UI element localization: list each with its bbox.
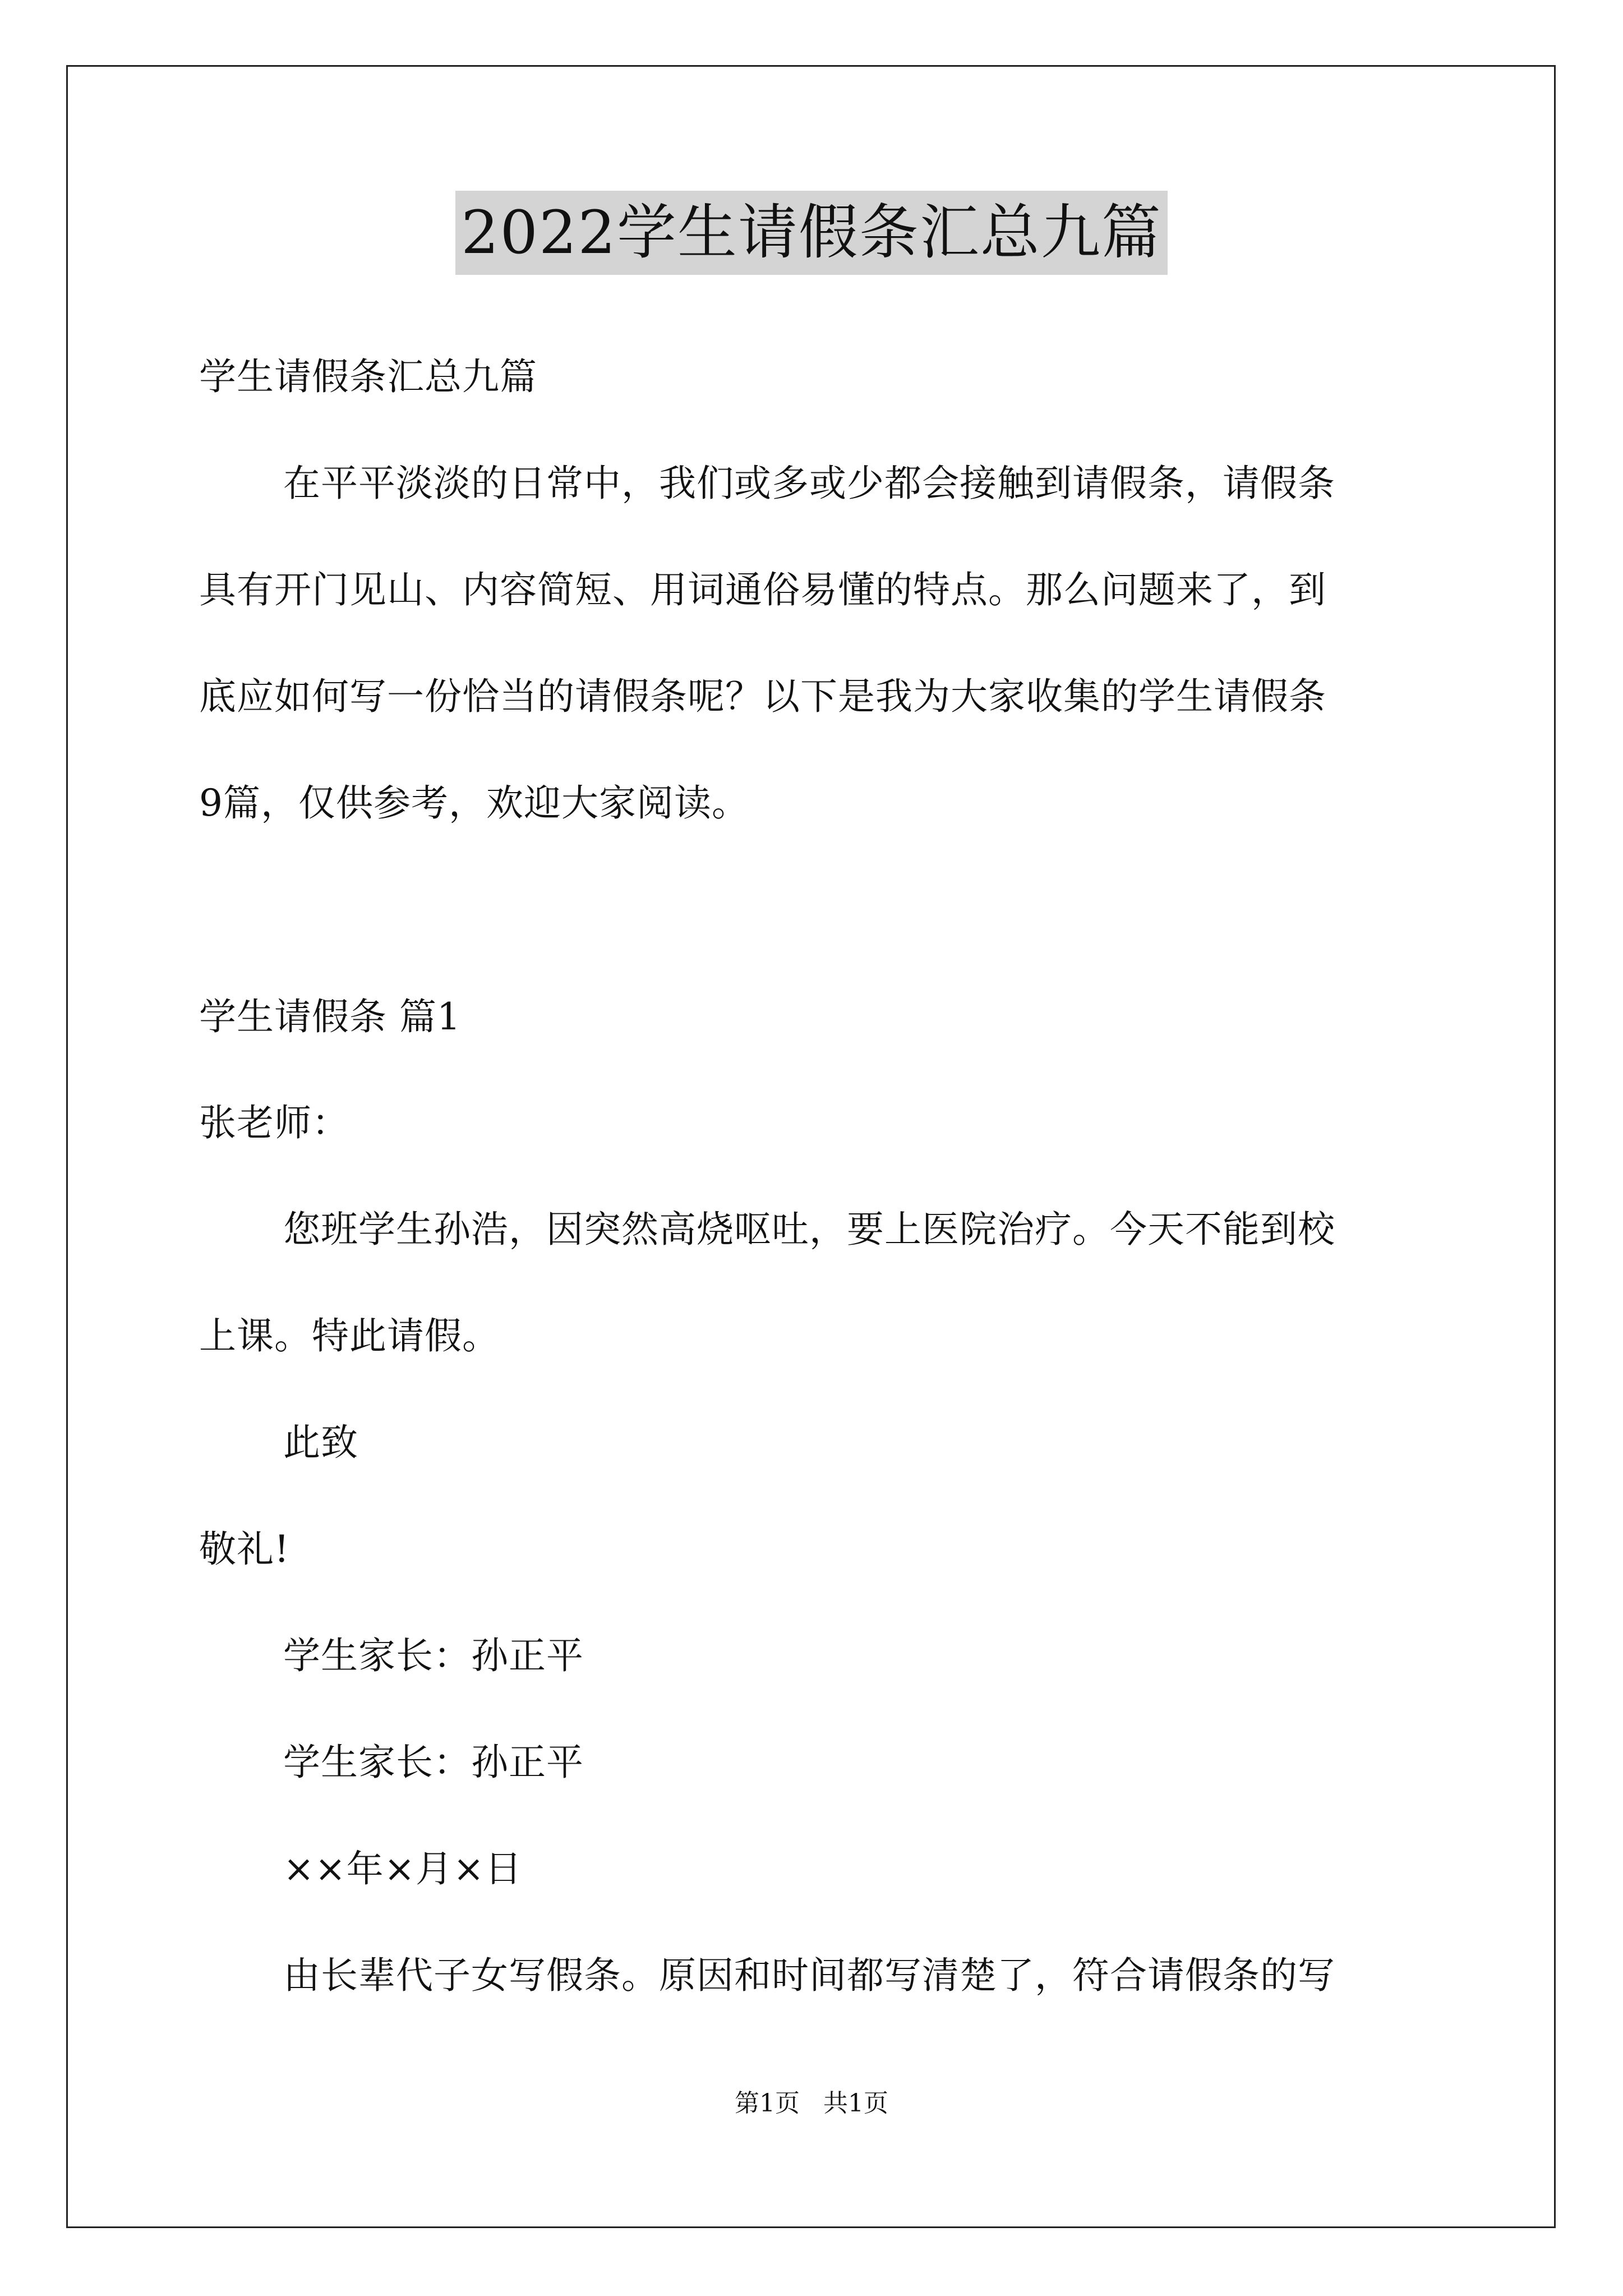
closing-line: 此致 bbox=[283, 1421, 358, 1464]
body-line-1: 您班学生孙浩，因突然高烧呕吐，要上医院治疗。今天不能到校 bbox=[283, 1208, 1335, 1251]
commentary-line: 由长辈代子女写假条。原因和时间都写清楚了，符合请假条的写 bbox=[283, 1954, 1335, 1997]
page-number: 第1页 bbox=[735, 2089, 800, 2118]
intro-line-1: 在平平淡淡的日常中，我们或多或少都会接触到请假条，请假条 bbox=[283, 462, 1335, 505]
signature-line-1: 学生家长：孙正平 bbox=[283, 1634, 584, 1677]
intro-line-2: 具有开门见山、内容简短、用词通俗易懂的特点。那么问题来了，到 bbox=[199, 568, 1326, 611]
signature-line-2: 学生家长：孙正平 bbox=[283, 1741, 584, 1784]
body-line-2: 上课。特此请假。 bbox=[199, 1314, 500, 1358]
intro-line-3: 底应如何写一份恰当的请假条呢？以下是我为大家收集的学生请假条 bbox=[199, 675, 1326, 718]
title-container bbox=[0, 191, 1623, 275]
page-footer bbox=[0, 2087, 1623, 2120]
regards-line: 敬礼! bbox=[199, 1527, 290, 1571]
date-line: ××年×月×日 bbox=[283, 1847, 523, 1890]
document-title: 2022学生请假条汇总九篇 bbox=[455, 191, 1168, 275]
page-total: 共1页 bbox=[823, 2089, 888, 2118]
subtitle-line: 学生请假条汇总九篇 bbox=[199, 355, 537, 398]
salutation: 张老师： bbox=[199, 1101, 349, 1144]
intro-line-4: 9篇，仅供参考，欢迎大家阅读。 bbox=[199, 781, 749, 825]
section-heading: 学生请假条 篇1 bbox=[199, 995, 461, 1038]
